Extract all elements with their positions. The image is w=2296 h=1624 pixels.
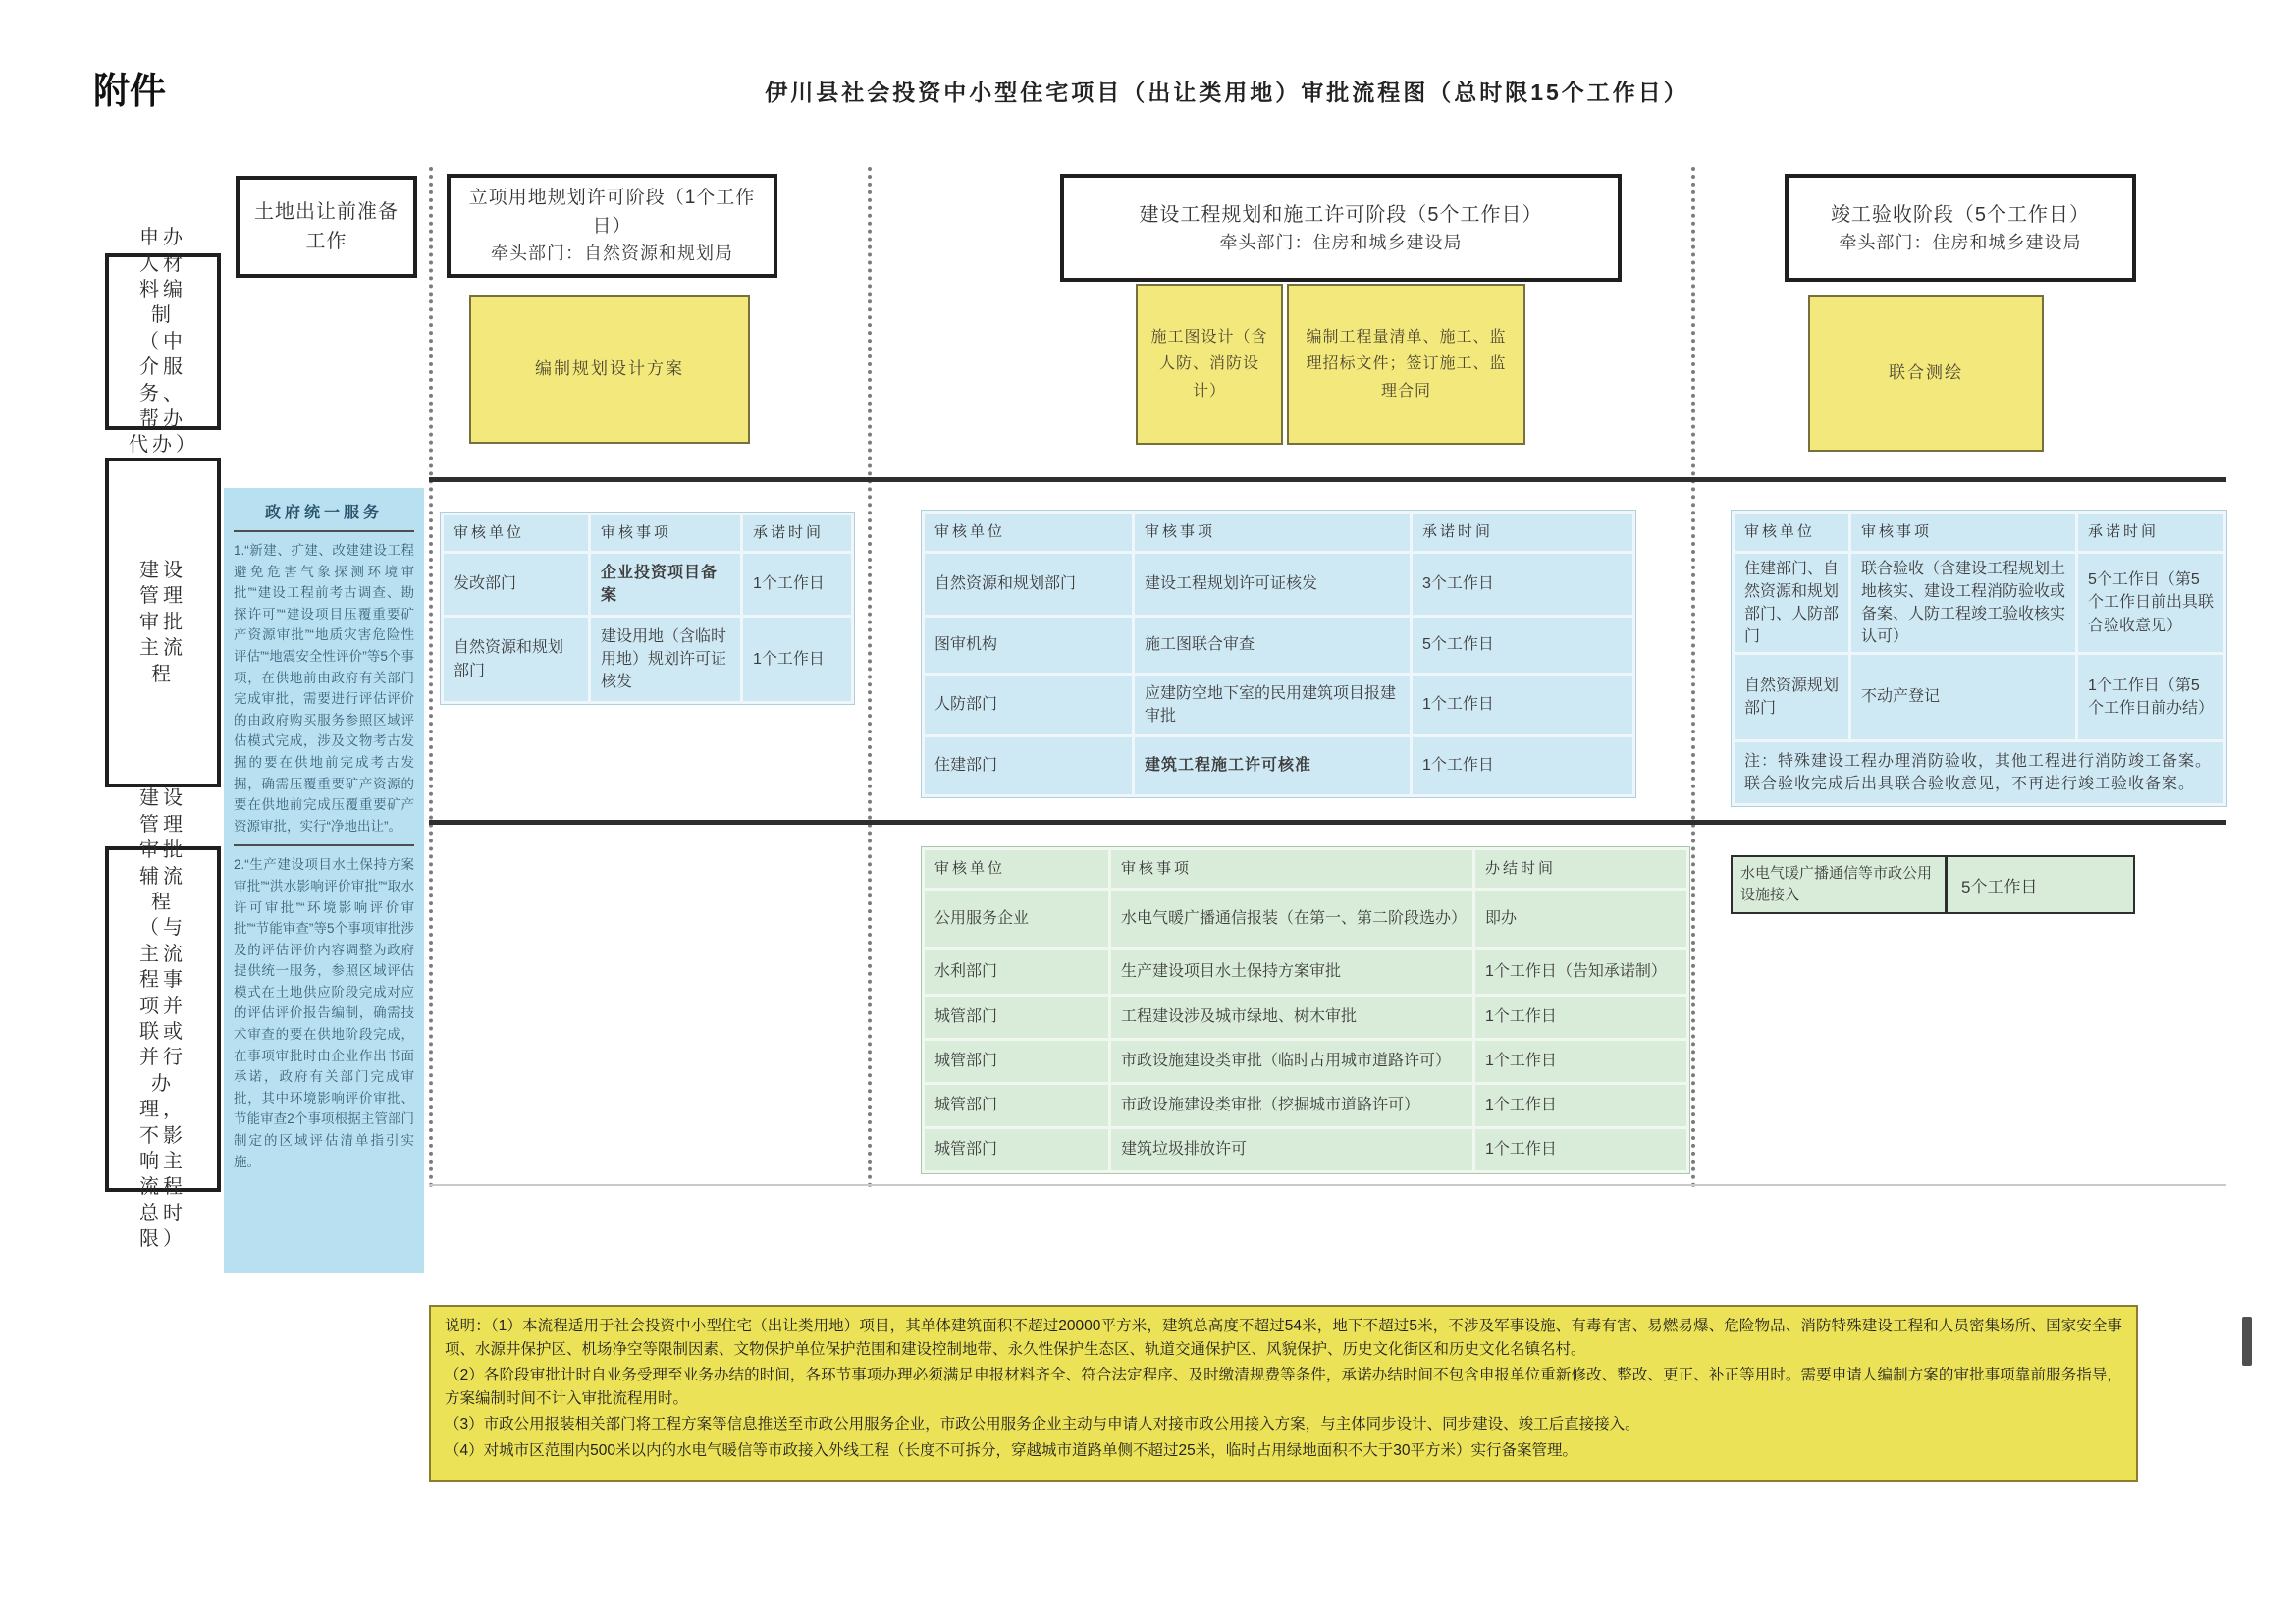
gov-service-divider [234, 844, 414, 846]
cell-item: 市政设施建设类审批（临时占用城市道路许可） [1111, 1041, 1472, 1082]
stage-title: 建设工程规划和施工许可阶段（5个工作日） [1139, 203, 1543, 226]
row-label-main-process: 建设管理审批主流程 [105, 458, 221, 787]
stage-divider-dashed-2 [868, 167, 872, 1188]
table-row [925, 891, 1686, 947]
cell-time: 即办 [1475, 891, 1686, 947]
table-aux-approvals [921, 846, 1690, 1174]
stage-box-completion-acceptance [1785, 174, 2136, 282]
table-header-row [925, 514, 1632, 551]
cell-time: 1个工作日 [1475, 997, 1686, 1038]
notes-box [429, 1305, 2138, 1482]
cell-item: 建筑垃圾排放许可 [1111, 1129, 1472, 1170]
cell-item: 生产建设项目水土保持方案审批 [1111, 950, 1472, 994]
table-header-row [444, 515, 851, 551]
header-item: 审核事项 [591, 515, 740, 551]
task-box-label: 编制工程量清单、施工、监理招标文件；签订施工、监理合同 [1306, 329, 1507, 400]
cell-item: 工程建设涉及城市绿地、树木审批 [1111, 997, 1472, 1038]
stage-lead-department: 牵头部门：住房和城乡建设局 [1219, 232, 1463, 252]
task-box-label: 施工图设计（含人防、消防设计） [1150, 329, 1268, 400]
header-item: 审核事项 [1851, 514, 2075, 551]
note-line-4: （4）对城市区范围内500米以内的水电气暖信等市政接入外线工程（长度不可拆分，穿越城市道路单侧不超过25米，临时占用绿地面积不大于30平方米）实行备案管理。 [445, 1441, 1577, 1459]
cell-unit: 城管部门 [925, 997, 1108, 1038]
table-row [925, 1129, 1686, 1170]
gov-service-paragraph-1: 1.“新建、扩建、改建建设工程避免危害气象探测环境审批”“建设工程前考古调查、勘探许可”“建设项目压覆重要矿产资源审批”“地质灾害危险性评估”“地震安全性评价”等5个事项，在供地前由政府有关部门完成审批，需要进行评估评价的由政府购买服务参照区域评估模式完成，涉及文物考古发掘的要在供地前完成考古发掘，确需压覆重要矿产资源的要在供地前完成压覆重要矿产资源审批，实行“净地出让”。 [234, 543, 414, 834]
cell-unit: 自然资源和规划部门 [925, 554, 1132, 615]
table-header-row [1735, 514, 2223, 551]
task-box-joint-survey [1808, 295, 2044, 452]
cell-time: 1个工作日 [1475, 1041, 1686, 1082]
section-divider-line-top [429, 477, 2226, 482]
page-title: 伊川县社会投资中小型住宅项目（出让类用地）审批流程图（总时限15个工作日） [765, 80, 1689, 105]
cell-unit: 住建部门、自然资源和规划部门、人防部门 [1735, 554, 1848, 652]
task-box-label: 联合测绘 [1889, 362, 1963, 382]
cell-time: 1个工作日 [743, 618, 851, 701]
table-row [925, 676, 1632, 734]
task-box-bill-of-quantities [1287, 284, 1525, 445]
stage-title: 立项用地规划许可阶段（1个工作日） [468, 188, 756, 237]
header-time: 办结时间 [1475, 850, 1686, 888]
cell-item: 不动产登记 [1851, 655, 2075, 739]
cell-time: 5个工作日（第5个工作日前出具联合验收意见） [2078, 554, 2223, 652]
table-stage1-approvals [440, 512, 855, 705]
table-row [925, 950, 1686, 994]
cell-time: 1个工作日 [1413, 676, 1632, 734]
cell-time: 1个工作日 [1475, 1129, 1686, 1170]
stage-divider-dashed-1 [429, 167, 433, 1188]
header-unit: 审核单位 [925, 850, 1108, 888]
cell-item: 施工图联合审查 [1135, 618, 1410, 673]
cell-item: 应建防空地下室的民用建筑项目报建审批 [1135, 676, 1410, 734]
cell-time: 5个工作日 [1413, 618, 1632, 673]
table-row [925, 997, 1686, 1038]
stage-title: 土地出让前准备工作 [254, 201, 399, 252]
cell-item: 市政设施建设类审批（挖掘城市道路许可） [1111, 1085, 1472, 1126]
header-time: 承诺时间 [1413, 514, 1632, 551]
cell-unit: 城管部门 [925, 1041, 1108, 1082]
header-unit: 审核单位 [925, 514, 1132, 551]
cell-time: 1个工作日 [1475, 1085, 1686, 1126]
stage-box-construction-permit [1060, 174, 1622, 282]
stage-divider-dashed-3 [1691, 167, 1695, 1188]
table-header-row [925, 850, 1686, 888]
cell-time: 1个工作日 [1413, 737, 1632, 794]
row-label-aux-process: 建设管理审批辅流程（与主流程事项并联或并行办理，不影响主流程总时限） [105, 846, 221, 1192]
task-box-label: 编制规划设计方案 [535, 358, 684, 378]
cell-note: 注：特殊建设工程办理消防验收，其他工程进行消防竣工备案。联合验收完成后出具联合验收意见，不再进行竣工验收备案。 [1735, 742, 2223, 803]
note-line-2: （2）各阶段审批计时自业务受理至业务办结的时间，各环节事项办理必须满足申报材料齐全、符合法定程序、及时缴清规费等条件，承诺办结时间不包含申报单位重新修改、整改、更正、补正等用时。需要申请人编制方案的审批事项靠前服务指导，方案编制时间不计入审批流程用时。 [445, 1367, 2122, 1407]
header-item: 审核事项 [1135, 514, 1410, 551]
header-unit: 审核单位 [444, 515, 588, 551]
note-line-3: （3）市政公用报装相关部门将工程方案等信息推送至市政公用服务企业，市政公用服务企业主动与申请人对接市政公用接入方案，与主体同步设计、同步建设、竣工后直接接入。 [445, 1416, 1640, 1434]
scrollbar-thumb[interactable] [2242, 1317, 2252, 1366]
cell-time: 1个工作日（告知承诺制） [1475, 950, 1686, 994]
task-box-planning-design [469, 295, 750, 444]
cell-unit: 城管部门 [925, 1085, 1108, 1126]
cell-unit: 住建部门 [925, 737, 1132, 794]
table-row [925, 554, 1632, 615]
header-time: 承诺时间 [743, 515, 851, 551]
note-line-1: 说明：（1）本流程适用于社会投资中小型住宅（出让类用地）项目，其单体建筑面积不超过20000平方米，建筑总高度不超过54米，地下不超过5米，不涉及军事设施、有毒有害、易燃易爆、危险物品、消防特殊建设工程和人员密集场所、国家安全事项、水源井保护区、机场净空等限制因素、文物保护单位保护范围和建设控制地带、永久性保护生态区、轨道交通保护区、风貌保护、历史文化街区和历史文化名镇名村。 [445, 1318, 2122, 1358]
header-unit: 审核单位 [1735, 514, 1848, 551]
cell-time: 3个工作日 [1413, 554, 1632, 615]
gov-service-paragraph-2: 2.“生产建设项目水土保持方案审批”“洪水影响评价审批”“取水许可审批”“环境影响评价审批”“节能审查”等5个事项审批涉及的评估评价内容调整为政府提供统一服务，参照区域评估模式在土地供应阶段完成对应的评估评价报告编制，确需技术审查的要在供地阶段完成，在事项审批时由企业作出书面承诺，政府有关部门完成审批，其中环境影响评价审批、节能审查2个事项根据主管部门制定的区域评估清单指引实施。 [234, 857, 414, 1169]
table-row [444, 618, 851, 701]
gov-unified-service-box [224, 488, 424, 1273]
cell-item: 建设工程规划许可证核发 [1135, 554, 1410, 615]
attachment-label: 附件 [93, 71, 166, 111]
header-item: 审核事项 [1111, 850, 1472, 888]
table-row [925, 737, 1632, 794]
row-label-applicant: 申办人材料编制（中介服务、帮办代办） [105, 253, 221, 430]
table-row [925, 1085, 1686, 1126]
cell-item: 联合验收（含建设工程规划土地核实、建设工程消防验收或备案、人防工程竣工验收核实认可） [1851, 554, 2075, 652]
stage-box-project-planning-permit [447, 174, 777, 278]
cell-unit: 城管部门 [925, 1129, 1108, 1170]
header-time: 承诺时间 [2078, 514, 2223, 551]
cell-item: 水电气暖广播通信报装（在第一、第二阶段选办） [1111, 891, 1472, 947]
table-note-row [1735, 742, 2223, 803]
cell-item: 企业投资项目备案 [591, 554, 740, 615]
table-row [925, 618, 1632, 673]
cell-item: 建设用地（含临时用地）规划许可证核发 [591, 618, 740, 701]
cell-unit: 自然资源和规划部门 [444, 618, 588, 701]
utility-access-box [1731, 855, 2135, 914]
cell-unit: 公用服务企业 [925, 891, 1108, 947]
cell-time: 1个工作日（第5个工作日前办结） [2078, 655, 2223, 739]
cell-item: 建筑工程施工许可核准 [1135, 737, 1410, 794]
cell-unit: 水利部门 [925, 950, 1108, 994]
table-stage2-approvals [921, 510, 1636, 798]
cell-time: 1个工作日 [743, 554, 851, 615]
gov-service-title: 政府统一服务 [234, 500, 414, 532]
section-divider-line-bottom [429, 1184, 2226, 1186]
cell-unit: 人防部门 [925, 676, 1132, 734]
section-divider-line-middle [429, 820, 2226, 825]
cell-unit: 发改部门 [444, 554, 588, 615]
table-row [1735, 655, 2223, 739]
utility-access-item: 水电气暖广播通信等市政公用设施接入 [1733, 857, 1948, 912]
cell-unit: 图审机构 [925, 618, 1132, 673]
stage-box-land-prep [236, 176, 417, 278]
stage-title: 竣工验收阶段（5个工作日） [1830, 203, 2091, 226]
table-row [1735, 554, 2223, 652]
stage-lead-department: 牵头部门：自然资源和规划局 [491, 244, 733, 263]
table-stage3-approvals [1731, 510, 2227, 807]
utility-access-time: 5个工作日 [1961, 877, 2038, 896]
table-row [444, 554, 851, 615]
task-box-construction-drawing [1136, 284, 1283, 445]
table-row [925, 1041, 1686, 1082]
cell-unit: 自然资源规划部门 [1735, 655, 1848, 739]
stage-lead-department: 牵头部门：住房和城乡建设局 [1839, 232, 2082, 252]
